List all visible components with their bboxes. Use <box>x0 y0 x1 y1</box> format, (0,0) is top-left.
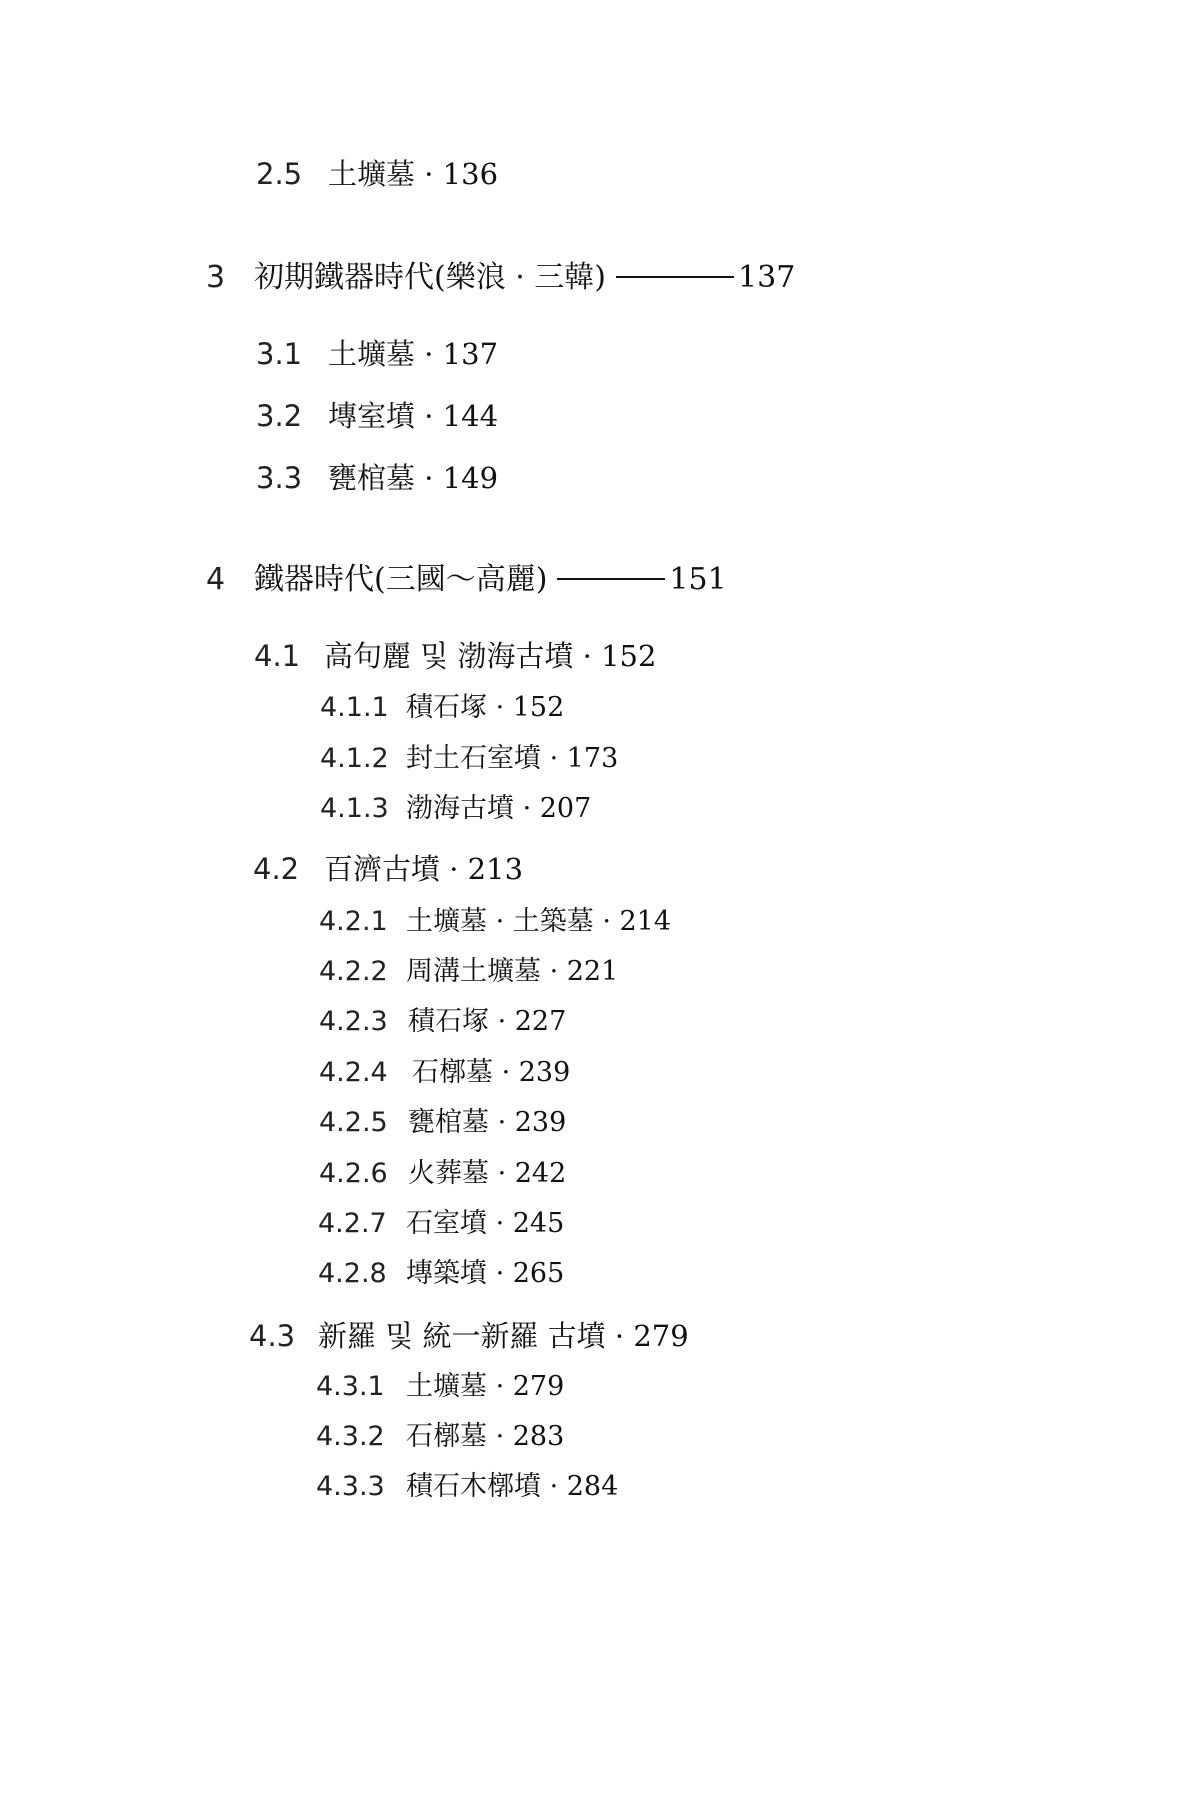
toc-page-number: 151 <box>669 562 727 597</box>
toc-title: 土壙墓 · 137 <box>328 337 499 371</box>
toc-title: 高句麗 및 渤海古墳 · 152 <box>324 639 657 673</box>
toc-number: 3.1 <box>256 337 303 371</box>
toc-number: 4.2.8 <box>318 1258 387 1289</box>
toc-number: 4.2.3 <box>319 1006 388 1037</box>
toc-number: 4.2.7 <box>318 1208 387 1239</box>
leader-rule <box>616 276 734 278</box>
toc-title: 封土石室墳 · 173 <box>406 743 619 774</box>
toc-title: 甕棺墓 · 149 <box>328 461 499 495</box>
toc-page-number: 137 <box>738 260 796 295</box>
toc-title: 火葬墓 · 242 <box>408 1158 567 1189</box>
toc-title: 土壙墓 · 279 <box>406 1371 565 1402</box>
toc-title: 土壙墓 · 土築墓 · 214 <box>406 906 672 937</box>
toc-title: 塼室墳 · 144 <box>328 399 499 433</box>
toc-number: 4.1 <box>254 639 301 673</box>
toc-number: 4.2.2 <box>319 956 388 987</box>
toc-number: 4.1.2 <box>320 743 389 774</box>
toc-number: 2.5 <box>256 157 303 191</box>
toc-title: 初期鐵器時代(樂浪 · 三韓) 137 <box>254 260 796 295</box>
toc-title: 石室墳 · 245 <box>406 1208 565 1239</box>
toc-number: 4.1.3 <box>320 793 389 824</box>
toc-number: 4.3 <box>249 1319 296 1353</box>
toc-number: 4.2.1 <box>319 906 388 937</box>
toc-number: 4.2.5 <box>319 1107 388 1138</box>
toc-number: 4.3.3 <box>316 1471 385 1502</box>
toc-number: 4.2.4 <box>319 1057 388 1088</box>
toc-title: 塼築墳 · 265 <box>406 1258 565 1289</box>
toc-title: 鐵器時代(三國～高麗) 151 <box>254 562 727 597</box>
toc-title: 新羅 및 統一新羅 古墳 · 279 <box>318 1319 689 1353</box>
toc-number: 4.2.6 <box>319 1158 388 1189</box>
toc-title: 積石塚 · 152 <box>406 692 565 723</box>
toc-number: 4.1.1 <box>320 692 389 723</box>
toc-number: 3 <box>206 260 226 295</box>
toc-title: 周溝土壙墓 · 221 <box>406 956 619 987</box>
toc-number: 3.2 <box>256 399 303 433</box>
toc-title: 甕棺墓 · 239 <box>408 1107 567 1138</box>
leader-rule <box>557 578 665 580</box>
toc-number: 4.3.2 <box>316 1421 385 1452</box>
toc-title: 土壙墓 · 136 <box>328 157 499 191</box>
toc-title: 石槨墓 · 239 <box>412 1057 571 1088</box>
toc-title: 石槨墓 · 283 <box>406 1421 565 1452</box>
toc-number: 3.3 <box>256 461 303 495</box>
toc-title: 百濟古墳 · 213 <box>324 852 524 886</box>
toc-number: 4.2 <box>253 852 300 886</box>
toc-title: 積石塚 · 227 <box>408 1006 567 1037</box>
toc-number: 4 <box>206 562 226 597</box>
toc-title: 渤海古墳 · 207 <box>406 793 592 824</box>
toc-title: 積石木槨墳 · 284 <box>406 1471 619 1502</box>
toc-number: 4.3.1 <box>316 1371 385 1402</box>
